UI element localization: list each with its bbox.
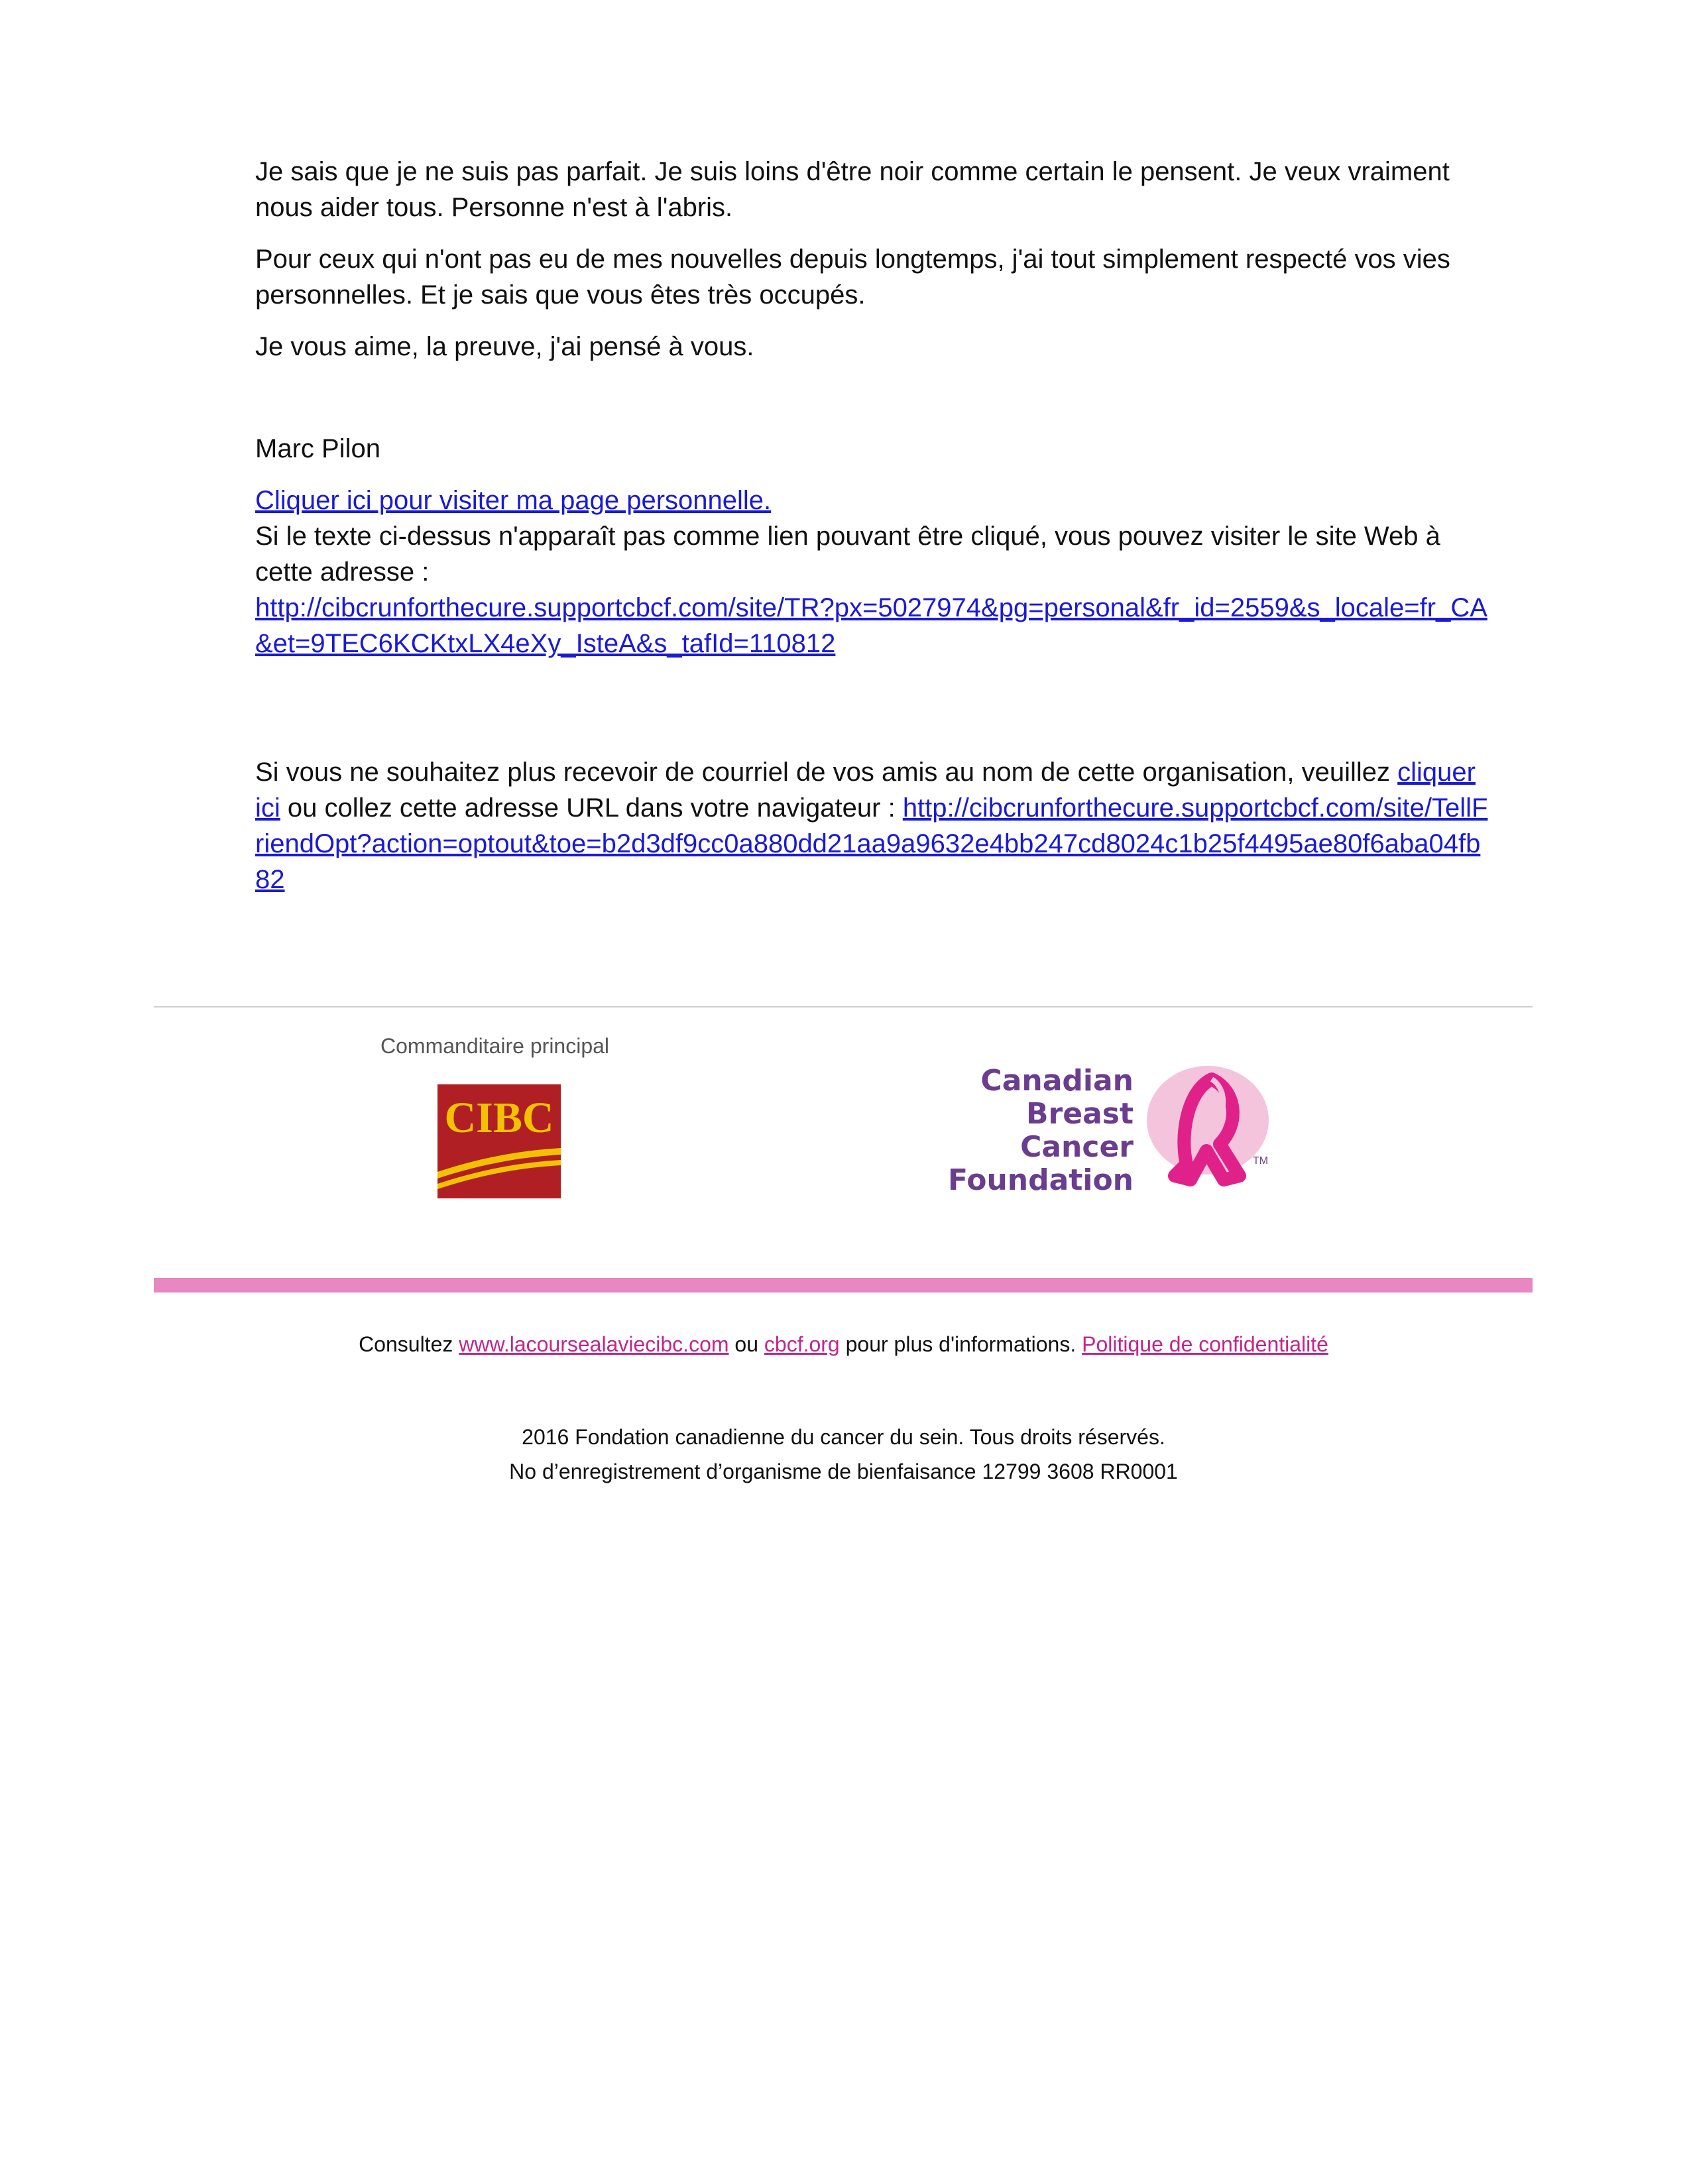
cbcf-line-3: Foundation <box>947 1163 1134 1197</box>
cibc-logo-text: CIBC <box>444 1094 554 1142</box>
personal-page-url-link[interactable]: http://cibcrunforthecure.supportcbcf.com/site/TR?px=5027974&pg=personal&fr_id=2559&s_locale=fr_CA&et=9TEC6KCKtxLX4eXy_IsteA&s_tafId=110812 <box>255 593 1487 658</box>
unsubscribe-link[interactable]: cliquer ici <box>255 758 1476 823</box>
copyright-text: 2016 Fondation canadienne du cancer du sein. Tous droits réservés. <box>522 1425 1165 1449</box>
footer-consult-prefix: Consultez <box>359 1332 459 1356</box>
pink-ribbon-icon <box>1140 1064 1279 1190</box>
footer-link-cbcf[interactable]: cbcf.org <box>764 1332 840 1356</box>
registration-text: No d’enregistrement d’organisme de bienfaisance 12799 3608 RR0001 <box>509 1460 1178 1483</box>
footer-or: ou <box>728 1332 764 1356</box>
footer-link-lacoursealavie[interactable]: www.lacoursealaviecibc.com <box>459 1332 729 1356</box>
cibc-logo <box>437 1084 561 1198</box>
cbcf-logo-text <box>908 1064 1134 1197</box>
unsubscribe-url-link[interactable]: http://cibcrunforthecure.supportcbcf.com/site/TellFriendOpt?action=optout&toe=b2d3df9cc0a880dd21aa9a9632e4bb247cd8024c1b25f4495ae80f6aba04fb82 <box>255 793 1488 894</box>
footer-links <box>0 1332 1687 1357</box>
paragraph-1: Je sais que je ne suis pas parfait. Je suis loins d'être noir comme certain le pensent. Je veux vraiment nous aider tous. Personne n'est à l'abris. <box>255 157 1450 222</box>
cbcf-line-2: Breast Cancer <box>1020 1097 1134 1164</box>
divider <box>154 1006 1533 1007</box>
footer-link-privacy[interactable]: Politique de confidentialité <box>1082 1332 1328 1356</box>
personal-page-link[interactable]: Cliquer ici pour visiter ma page personnelle. <box>255 486 772 515</box>
sponsor-label: Commanditaire principal <box>380 1034 610 1058</box>
signature: Marc Pilon <box>255 434 380 463</box>
unsubscribe-section <box>255 754 1488 897</box>
unsubscribe-text-before: Si vous ne souhaitez plus recevoir de courriel de vos amis au nom de cette organisation, veuillez <box>255 758 1398 787</box>
unsubscribe-text-middle: ou collez cette adresse URL dans votre navigateur : <box>280 793 903 823</box>
paragraph-3: Je vous aime, la preuve, j'ai pensé à vous. <box>255 332 754 361</box>
email-body <box>255 154 1488 661</box>
pink-divider-bar <box>154 1278 1533 1293</box>
cbcf-line-1: Canadian <box>980 1064 1134 1098</box>
trademark: TM <box>1253 1155 1269 1167</box>
paragraph-2: Pour ceux qui n'ont pas eu de mes nouvelles depuis longtemps, j'ai tout simplement respecté vos vies personnelles. Et je sais que vous êtes très occupés. <box>255 245 1450 310</box>
fallback-text: Si le texte ci-dessus n'apparaît pas comme lien pouvant être cliqué, vous pouvez visiter le site Web à cette adresse : <box>255 522 1440 587</box>
footer-consult-suffix: pour plus d'informations. <box>839 1332 1082 1356</box>
cbcf-logo <box>908 1064 1279 1197</box>
footer-copyright <box>0 1420 1687 1489</box>
